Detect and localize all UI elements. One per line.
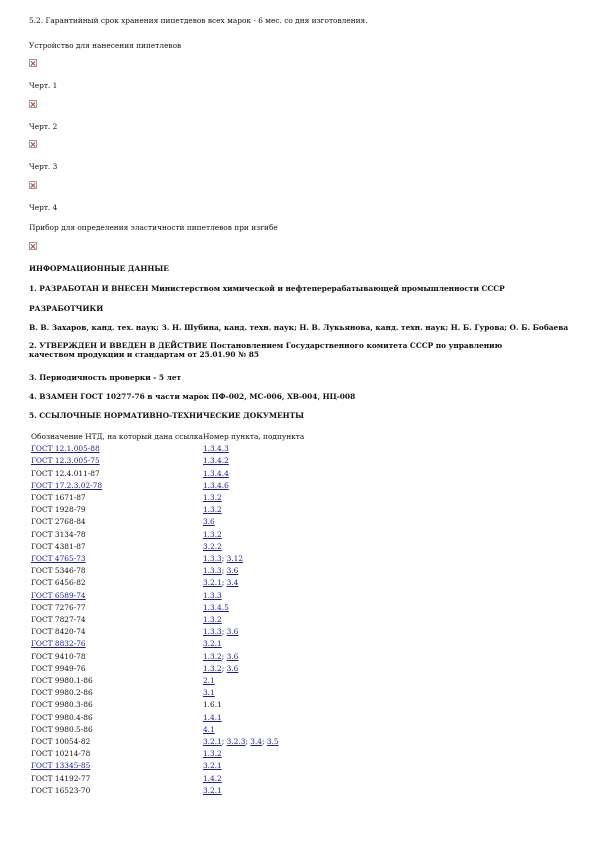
doc-text: ГОСТ 7827-74 — [31, 615, 86, 625]
figure-caption-1: Черт. 1 — [29, 81, 58, 90]
item-link[interactable]: 1.3.2 — [202, 663, 222, 673]
table-row — [31, 663, 304, 675]
item-link[interactable]: 1.3.3 — [202, 627, 222, 637]
table-row — [31, 529, 304, 541]
item-link[interactable]: 1.3.4.3 — [202, 444, 229, 454]
separator: ; — [221, 554, 227, 564]
item-link[interactable]: 3.6 — [226, 651, 239, 661]
item-link[interactable]: 3.6 — [202, 517, 215, 527]
item-link[interactable]: 3.2.1 — [202, 785, 222, 795]
doc-text: ГОСТ 1671-87 — [31, 493, 86, 503]
device-title: Устройство для нанесения пипетлевов — [29, 41, 182, 50]
table-row — [31, 699, 304, 711]
header-item: Номер пункта, подпункта — [202, 432, 305, 441]
doc-text: ГОСТ 5346-78 — [31, 566, 86, 576]
doc-text: ГОСТ 10214-78 — [31, 749, 91, 759]
table-row — [31, 736, 304, 748]
item-link[interactable]: 3.2.3 — [226, 737, 246, 747]
table-row — [31, 748, 304, 760]
table-row — [31, 492, 304, 504]
broken-image-icon — [29, 181, 37, 189]
item-link[interactable]: 3.6 — [226, 663, 239, 673]
item-link[interactable]: 1.3.2 — [202, 615, 222, 625]
doc-text: ГОСТ 9980.1-86 — [31, 676, 93, 686]
item-link[interactable]: 1.3.2 — [202, 493, 222, 503]
info-item-5: 5. ССЫЛОЧНЫЕ НОРМАТИВНО-ТЕХНИЧЕСКИЕ ДОКУМЕНТЫ — [29, 411, 305, 420]
broken-image-icon — [29, 242, 37, 250]
doc-text: ГОСТ 9980.3-86 — [31, 700, 93, 710]
item-link[interactable]: 1.3.3 — [202, 566, 222, 576]
separator: ; — [221, 627, 227, 637]
table-row — [31, 541, 304, 553]
developers-heading: РАЗРАБОТЧИКИ — [29, 304, 104, 313]
figure-caption-3: Черт. 3 — [29, 162, 58, 171]
header-doc: Обозначение НТД, на который дана ссылка — [31, 432, 203, 441]
item-link[interactable]: 3.2.1 — [202, 737, 222, 747]
item-link[interactable]: 3.6 — [226, 627, 239, 637]
doc-text: ГОСТ 8420-74 — [31, 627, 86, 637]
doc-text: ГОСТ 12.4.011-87 — [31, 468, 100, 478]
item-link[interactable]: 3.12 — [226, 554, 244, 564]
table-row — [31, 675, 304, 687]
table-row — [31, 602, 304, 614]
broken-image-icon — [29, 59, 37, 67]
item-link[interactable]: 3.4 — [226, 578, 239, 588]
doc-text: ГОСТ 1928-79 — [31, 505, 86, 515]
table-row — [31, 565, 304, 577]
table-row — [31, 785, 304, 797]
table-row — [31, 455, 304, 467]
item-link[interactable]: 3.6 — [226, 566, 239, 576]
doc-text: ГОСТ 9980.4-86 — [31, 712, 93, 722]
item-link[interactable]: 1.3.2 — [202, 505, 222, 515]
item-link[interactable]: 3.2.1 — [202, 639, 222, 649]
doc-text: ГОСТ 9410-78 — [31, 651, 86, 661]
table-row — [31, 760, 304, 772]
item-link[interactable]: 1.3.4.2 — [202, 456, 229, 466]
item-link[interactable]: 1.3.4.6 — [202, 480, 229, 490]
references-header-row — [31, 431, 304, 443]
doc-link[interactable]: ГОСТ 13345-85 — [31, 761, 91, 771]
separator: ; — [262, 737, 267, 747]
separator: ; — [221, 578, 227, 588]
table-row — [31, 724, 304, 736]
item-link[interactable]: 3.2.1 — [202, 578, 222, 588]
separator: ; — [221, 651, 227, 661]
doc-text: ГОСТ 3134-78 — [31, 529, 86, 539]
doc-text: ГОСТ 2768-84 — [31, 517, 86, 527]
table-row — [31, 712, 304, 724]
separator: ; — [221, 663, 227, 673]
item-link[interactable]: 3.2.1 — [202, 761, 222, 771]
table-row — [31, 638, 304, 650]
figure-caption-4: Черт. 4 — [29, 203, 58, 212]
doc-link[interactable]: ГОСТ 12.3.005-75 — [31, 456, 100, 466]
doc-text: ГОСТ 7276-77 — [31, 602, 86, 612]
table-row — [31, 773, 304, 785]
item-link[interactable]: 4.1 — [202, 724, 215, 734]
info-item-4: 4. ВЗАМЕН ГОСТ 10277-76 в части марок ПФ-002, МС-006, ХВ-004, НЦ-008 — [29, 392, 356, 401]
table-row — [31, 651, 304, 663]
references-table — [31, 431, 304, 797]
developers-list: В. В. Захаров, канд. тех. наук; З. Н. Шубина, канд. техн. наук; Н. В. Лукьянова, канд. техн. наук; Н. Б. Гурова; О. Б. Бобаева — [29, 323, 569, 332]
separator: ; — [221, 566, 227, 576]
references-body — [31, 443, 304, 797]
item-link[interactable]: 3.1 — [202, 688, 215, 698]
doc-text: ГОСТ 10054-82 — [31, 737, 91, 747]
item-link[interactable]: 1.3.3 — [202, 590, 222, 600]
item-text: 1.6.1 — [202, 700, 222, 710]
doc-text: ГОСТ 4381-87 — [31, 541, 86, 551]
doc-text: ГОСТ 14192-77 — [31, 773, 91, 783]
separator: ; — [245, 737, 251, 747]
doc-link[interactable]: ГОСТ 8832-76 — [31, 639, 86, 649]
table-row — [31, 687, 304, 699]
doc-link[interactable]: ГОСТ 6589-74 — [31, 590, 86, 600]
storage-paragraph: 5.2. Гарантийный срок хранения пипетдевов всех марок - 6 мес. со дня изготовления. — [29, 16, 368, 25]
doc-text: ГОСТ 16523-70 — [31, 785, 91, 795]
item-link[interactable]: 1.3.2 — [202, 749, 222, 759]
item-link[interactable]: 1.3.4.4 — [202, 468, 229, 478]
info-item-3: 3. Периодичность проверки - 5 лет — [29, 373, 182, 382]
doc-text: ГОСТ 6456-82 — [31, 578, 86, 588]
table-row — [31, 516, 304, 528]
table-row — [31, 443, 304, 455]
doc-link[interactable]: ГОСТ 4765-73 — [31, 554, 86, 564]
table-row — [31, 577, 304, 589]
item-link[interactable]: 3.2.2 — [202, 541, 222, 551]
table-row — [31, 468, 304, 480]
item-link[interactable]: 1.3.2 — [202, 529, 222, 539]
table-row — [31, 614, 304, 626]
item-link[interactable]: 3.4 — [250, 737, 263, 747]
elasticity-title: Прибор для определения эластичности пипетлевов при изгибе — [29, 223, 278, 232]
table-row — [31, 553, 304, 565]
table-row — [31, 504, 304, 516]
doc-link[interactable]: ГОСТ 12.1.005-88 — [31, 444, 100, 454]
table-row — [31, 590, 304, 602]
separator: ; — [221, 737, 227, 747]
info-item-2: 2. УТВЕРЖДЕН И ВВЕДЕН В ДЕЙСТВИЕ Постановлением Государственного комитета СССР по управлению качеством продукции и стандартам от 25.01.90 № 85 — [29, 341, 503, 359]
figure-caption-2: Черт. 2 — [29, 122, 58, 131]
table-row — [31, 480, 304, 492]
item-link[interactable]: 1.4.2 — [202, 773, 222, 783]
item-link[interactable]: 1.3.3 — [202, 554, 222, 564]
broken-image-icon — [29, 100, 37, 108]
broken-image-icon — [29, 140, 37, 148]
item-link[interactable]: 1.3.4.5 — [202, 602, 229, 612]
table-row — [31, 626, 304, 638]
doc-text: ГОСТ 9980.5-86 — [31, 724, 93, 734]
item-link[interactable]: 2.1 — [202, 676, 215, 686]
info-heading: ИНФОРМАЦИОННЫЕ ДАННЫЕ — [29, 264, 169, 273]
item-link[interactable]: 3.5 — [266, 737, 279, 747]
doc-link[interactable]: ГОСТ 17.2.3.02-78 — [31, 480, 103, 490]
info-item-1: 1. РАЗРАБОТАН И ВНЕСЕН Министерством химической и нефтеперерабатывающей промышленности СССР — [29, 284, 505, 293]
item-link[interactable]: 1.4.1 — [202, 712, 222, 722]
doc-text: ГОСТ 9949-76 — [31, 663, 86, 673]
item-link[interactable]: 1.3.2 — [202, 651, 222, 661]
doc-text: ГОСТ 9980.2-86 — [31, 688, 93, 698]
